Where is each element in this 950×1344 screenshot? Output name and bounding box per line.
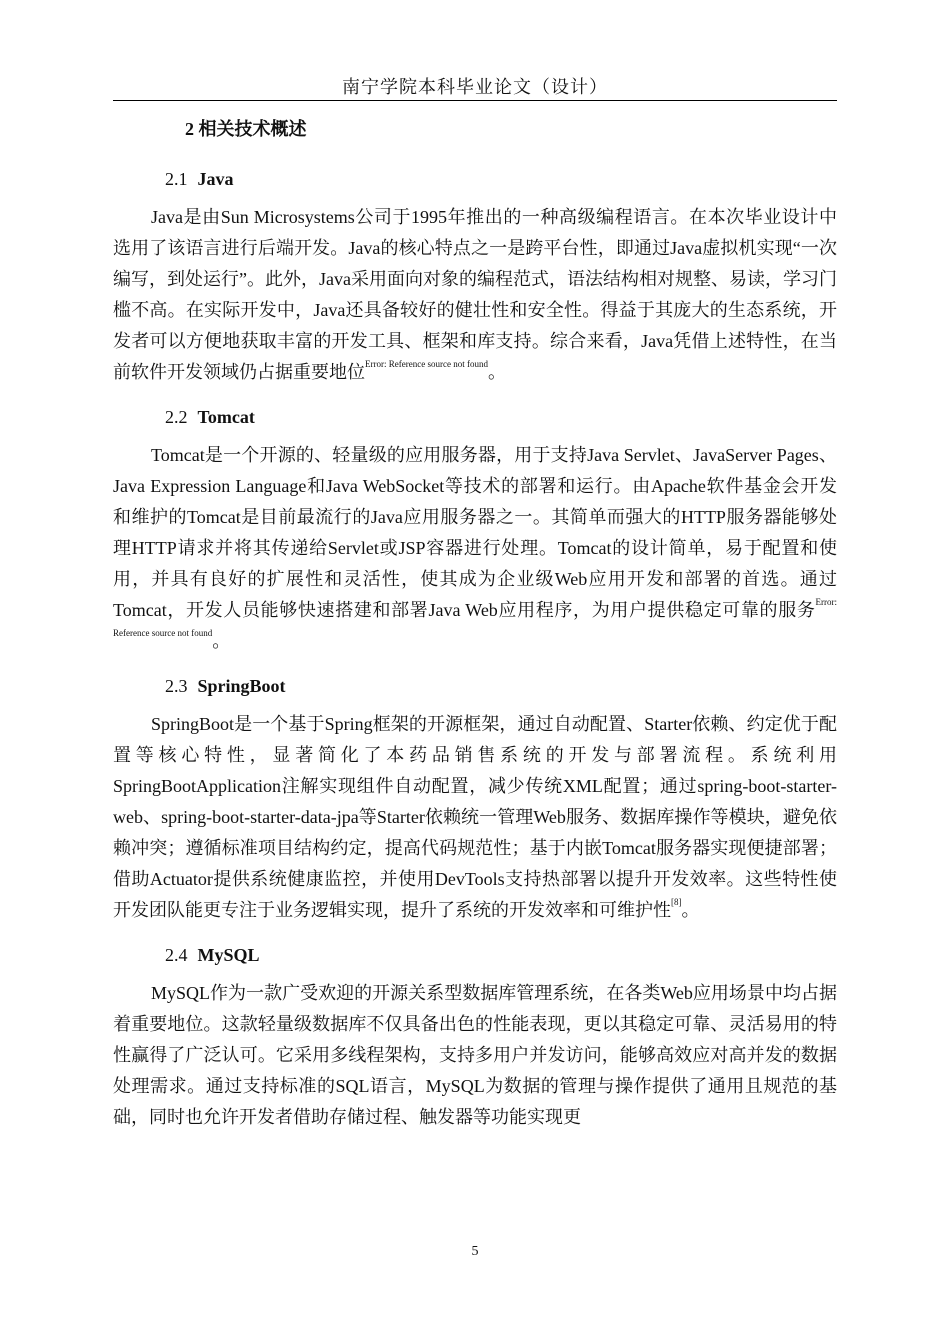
page-body xyxy=(113,116,837,1133)
section-heading: Java xyxy=(197,169,234,189)
section-title-java xyxy=(113,166,837,192)
paragraph-text: Tomcat是一个开源的、轻量级的应用服务器，用于支持Java Servlet、JavaServer Pages、Java Expression Language和Java WebSocket等技术的部署和运行。由Apache软件基金会开发和维护的Tomcat是目前最流行的Java应用服务器之一。其简单而强大的HTTP服务器能够处理HTTP请求并将其传递给Servlet或JSP容器进行处理。Tomcat的设计简单，易于配置和使用，并具有良好的扩展性和灵活性，使其成为企业级Web应用开发和部署的首选。通过Tomcat，开发人员能够快速搭建和部署Java Web应用程序，为用户提供稳定可靠的服务 xyxy=(113,445,837,620)
section-number: 2.2 xyxy=(165,407,188,427)
paragraph-springboot xyxy=(113,709,837,926)
section-title-mysql xyxy=(113,942,837,968)
section-heading: SpringBoot xyxy=(197,676,286,696)
section-number: 2.1 xyxy=(165,169,188,189)
section-title-springboot xyxy=(113,673,837,699)
paragraph-end: 。 xyxy=(487,362,506,382)
section-heading: Tomcat xyxy=(197,407,255,427)
paragraph-end: 。 xyxy=(681,900,700,920)
paragraph-tomcat xyxy=(113,440,837,657)
paragraph-text: Java是由Sun Microsystems公司于1995年推出的一种高级编程语言。在本次毕业设计中选用了该语言进行后端开发。Java的核心特点之一是跨平台性，即通过Java虚拟机实现“一次编写，到处运行”。此外，Java采用面向对象的编程范式，语法结构相对规整、易读，学习门槛不高。在实际开发中，Java还具备较好的健壮性和安全性。得益于其庞大的生态系统，开发者可以方便地获取丰富的开发工具、框架和库支持。综合来看，Java凭借上述特性，在当前软件开发领域仍占据重要地位 xyxy=(113,207,837,382)
section-number: 2.3 xyxy=(165,676,188,696)
section-title-tomcat xyxy=(113,404,837,430)
paragraph-text: MySQL作为一款广受欢迎的开源关系型数据库管理系统，在各类Web应用场景中均占据着重要地位。这款轻量级数据库不仅具备出色的性能表现，更以其稳定可靠、灵活易用的特性赢得了广泛认可。它采用多线程架构，支持多用户并发访问，能够高效应对高并发的数据处理需求。通过支持标准的SQL语言，MySQL为数据的管理与操作提供了通用且规范的基础，同时也允许开发者借助存储过程、触发器等功能实现更 xyxy=(113,983,837,1127)
reference-marker: [8] xyxy=(671,897,682,907)
paragraph-end: 。 xyxy=(212,631,231,651)
paragraph-text: SpringBoot是一个基于Spring框架的开源框架，通过自动配置、Starter依赖、约定优于配置等核心特性，显著简化了本药品销售系统的开发与部署流程。系统利用SpringBootApplication注解实现组件自动配置，减少传统XML配置；通过spring-boot-starter-web、spring-boot-starter-data-jpa等Starter依赖统一管理Web服务、数据库操作等模块，避免依赖冲突；遵循标准项目结构约定，提高代码规范性；基于内嵌Tomcat服务器实现便捷部署；借助Actuator提供系统健康监控，并使用DevTools支持热部署以提升开发效率。这些特性使开发团队能更专注于业务逻辑实现，提升了系统的开发效率和可维护性 xyxy=(113,714,837,920)
paragraph-mysql xyxy=(113,978,837,1133)
section-number: 2.4 xyxy=(165,945,188,965)
paragraph-java xyxy=(113,202,837,388)
reference-marker: Error: Reference source not found xyxy=(113,597,837,638)
header-rule xyxy=(113,100,837,101)
reference-marker: Error: Reference source not found xyxy=(365,359,488,369)
running-header: 南宁学院本科毕业论文（设计） xyxy=(342,77,608,97)
page-number: 5 xyxy=(471,1244,479,1259)
section-heading: MySQL xyxy=(197,945,260,965)
chapter-title: 2 相关技术概述 xyxy=(185,119,307,139)
